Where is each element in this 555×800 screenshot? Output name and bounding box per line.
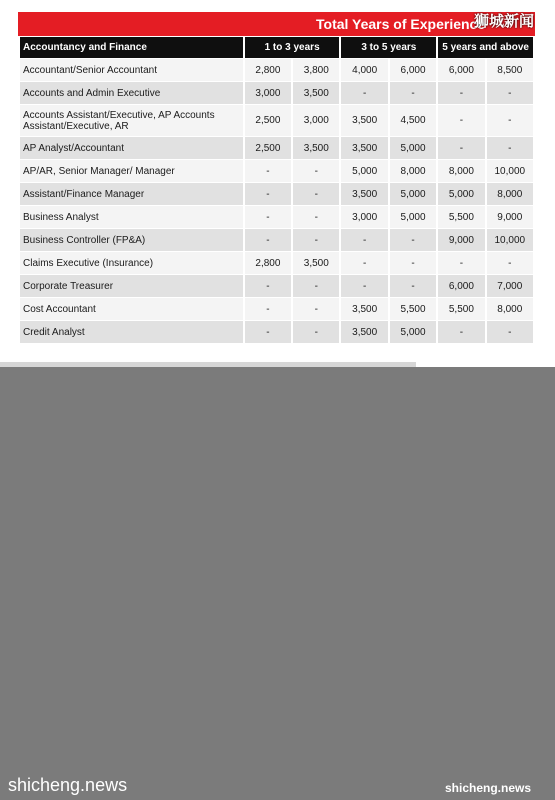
cell-value: 5,500 xyxy=(438,206,484,228)
salary-table-image xyxy=(0,0,555,367)
cell-value: - xyxy=(487,321,533,343)
cell-value: 3,500 xyxy=(341,183,387,205)
header-3-5-years: 3 to 5 years xyxy=(341,37,436,58)
cell-value: 7,000 xyxy=(487,275,533,297)
row-label: AP Analyst/Accountant xyxy=(20,137,243,159)
cell-value: 5,000 xyxy=(390,206,436,228)
cell-value: 6,000 xyxy=(390,59,436,81)
table-row xyxy=(20,252,533,274)
table-body xyxy=(20,59,533,343)
cell-value: - xyxy=(245,275,291,297)
cell-value: - xyxy=(245,206,291,228)
cell-value: - xyxy=(341,275,387,297)
cell-value: 3,800 xyxy=(293,59,339,81)
cell-value: - xyxy=(487,82,533,104)
cell-value: 8,000 xyxy=(487,183,533,205)
cell-value: - xyxy=(341,229,387,251)
cell-value: - xyxy=(390,229,436,251)
cell-value: 8,500 xyxy=(487,59,533,81)
cell-value: 3,500 xyxy=(293,252,339,274)
cell-value: - xyxy=(438,105,484,136)
table-row xyxy=(20,321,533,343)
header-1-3-years: 1 to 3 years xyxy=(245,37,340,58)
cell-value: - xyxy=(438,137,484,159)
cell-value: 3,500 xyxy=(341,137,387,159)
cell-value: 5,500 xyxy=(438,298,484,320)
cell-value: - xyxy=(293,321,339,343)
cell-value: 10,000 xyxy=(487,160,533,182)
cell-value: - xyxy=(341,82,387,104)
watermark-right: shicheng.news xyxy=(445,781,532,795)
table-row xyxy=(20,183,533,205)
cell-value: - xyxy=(390,252,436,274)
cell-value: 8,000 xyxy=(390,160,436,182)
cell-value: - xyxy=(293,160,339,182)
table-row xyxy=(20,229,533,251)
cell-value: - xyxy=(293,229,339,251)
cell-value: 3,500 xyxy=(293,137,339,159)
cell-value: 10,000 xyxy=(487,229,533,251)
cell-value: 3,000 xyxy=(341,206,387,228)
row-label: Business Controller (FP&A) xyxy=(20,229,243,251)
table-row xyxy=(20,105,533,136)
cell-value: 3,500 xyxy=(341,321,387,343)
header-category: Accountancy and Finance xyxy=(20,37,243,58)
cell-value: - xyxy=(438,321,484,343)
cell-value: 2,800 xyxy=(245,252,291,274)
table-row xyxy=(20,275,533,297)
row-label: Credit Analyst xyxy=(20,321,243,343)
cell-value: - xyxy=(487,252,533,274)
salary-table xyxy=(18,36,535,344)
cell-value: - xyxy=(245,229,291,251)
cell-value: 4,000 xyxy=(341,59,387,81)
row-label: Accounts and Admin Executive xyxy=(20,82,243,104)
cell-value: - xyxy=(438,82,484,104)
site-watermark-cjk: 狮城新闻 xyxy=(474,13,535,30)
cell-value: 3,500 xyxy=(341,105,387,136)
grey-placeholder-area xyxy=(0,367,555,800)
cell-value: - xyxy=(390,275,436,297)
cell-value: - xyxy=(293,275,339,297)
cell-value: - xyxy=(245,321,291,343)
table-row xyxy=(20,82,533,104)
watermark-left: shicheng.news xyxy=(8,775,128,795)
cell-value: 6,000 xyxy=(438,59,484,81)
row-label: Business Analyst xyxy=(20,206,243,228)
cell-value: 4,500 xyxy=(390,105,436,136)
cell-value: 9,000 xyxy=(438,229,484,251)
row-label: Assistant/Finance Manager xyxy=(20,183,243,205)
cell-value: 5,500 xyxy=(390,298,436,320)
cell-value: - xyxy=(487,105,533,136)
cell-value: 2,500 xyxy=(245,137,291,159)
cell-value: 6,000 xyxy=(438,275,484,297)
row-label: Accountant/Senior Accountant xyxy=(20,59,243,81)
cell-value: - xyxy=(487,137,533,159)
cell-value: - xyxy=(438,252,484,274)
cell-value: - xyxy=(245,298,291,320)
cell-value: 3,500 xyxy=(341,298,387,320)
table-row xyxy=(20,137,533,159)
cell-value: - xyxy=(293,298,339,320)
table-row xyxy=(20,59,533,81)
cell-value: 3,000 xyxy=(245,82,291,104)
cell-value: 5,000 xyxy=(438,183,484,205)
row-label: Claims Executive (Insurance) xyxy=(20,252,243,274)
cell-value: 5,000 xyxy=(341,160,387,182)
cell-value: - xyxy=(245,160,291,182)
table-row xyxy=(20,160,533,182)
cell-value: 5,000 xyxy=(390,183,436,205)
cell-value: 3,500 xyxy=(293,82,339,104)
cell-value: - xyxy=(245,183,291,205)
table-header-row xyxy=(20,37,533,58)
cell-value: - xyxy=(390,82,436,104)
cell-value: 2,800 xyxy=(245,59,291,81)
cell-value: 8,000 xyxy=(438,160,484,182)
cell-value: 5,000 xyxy=(390,137,436,159)
cell-value: - xyxy=(293,206,339,228)
experience-banner xyxy=(18,12,535,36)
banner-title: Total Years of Experience xyxy=(316,16,486,32)
cell-value: - xyxy=(293,183,339,205)
cell-value: 5,000 xyxy=(390,321,436,343)
table-row xyxy=(20,298,533,320)
row-label: AP/AR, Senior Manager/ Manager xyxy=(20,160,243,182)
cell-value: - xyxy=(341,252,387,274)
cell-value: 3,000 xyxy=(293,105,339,136)
cell-value: 9,000 xyxy=(487,206,533,228)
table-row xyxy=(20,206,533,228)
cell-value: 2,500 xyxy=(245,105,291,136)
header-5-plus-years: 5 years and above xyxy=(438,37,533,58)
cell-value: 8,000 xyxy=(487,298,533,320)
row-label: Cost Accountant xyxy=(20,298,243,320)
row-label: Accounts Assistant/Executive, AP Accounts Assistant/Executive, AR xyxy=(20,105,243,136)
row-label: Corporate Treasurer xyxy=(20,275,243,297)
